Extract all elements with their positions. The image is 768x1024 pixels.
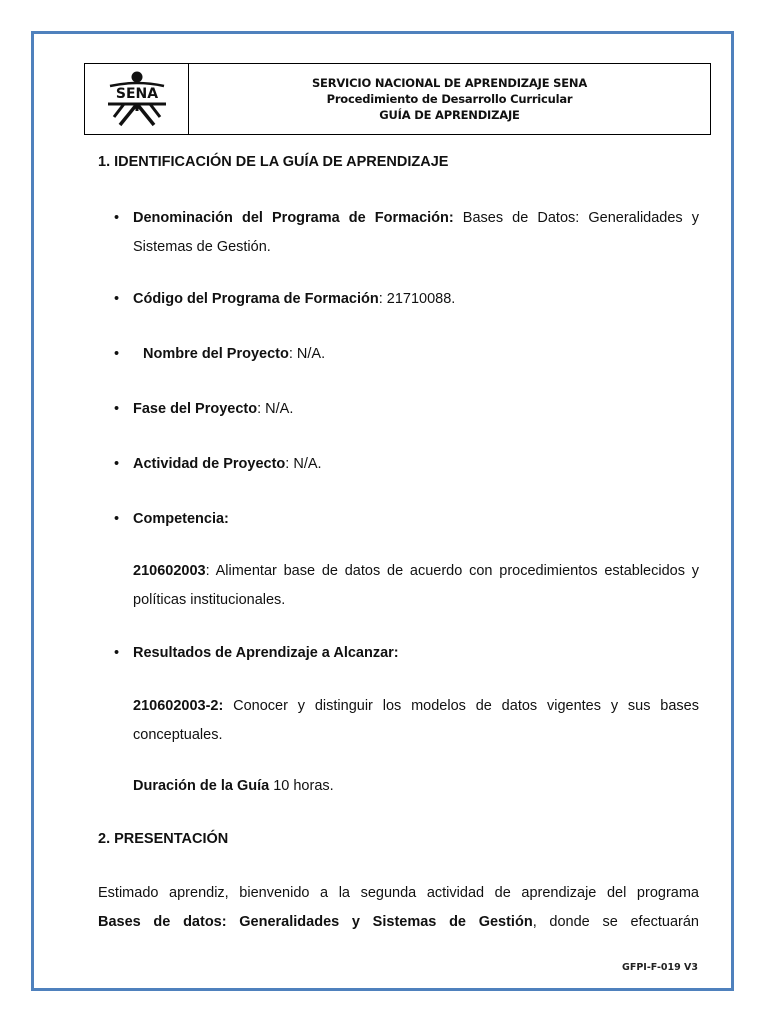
header-title-block bbox=[189, 64, 710, 134]
bullet-actividad-proyecto bbox=[114, 450, 699, 479]
bullet-codigo bbox=[114, 285, 699, 314]
bullet-value: : N/A. bbox=[288, 346, 326, 362]
presentacion-line2-rest: , donde se efectuarán bbox=[532, 914, 699, 930]
bullet-label: Fase del Proyecto bbox=[133, 401, 258, 417]
duracion-guia bbox=[133, 772, 699, 801]
presentacion-line1: Estimado aprendiz, bienvenido a la segunda actividad de aprendizaje del programa bbox=[98, 885, 699, 901]
bullet-dot: • bbox=[114, 210, 120, 226]
resultado-description bbox=[133, 692, 699, 750]
bullet-value: : N/A. bbox=[285, 456, 322, 472]
duracion-label: Duración de la Guía bbox=[133, 778, 270, 794]
sena-logo bbox=[85, 64, 189, 134]
bullet-label: Actividad de Proyecto bbox=[133, 456, 286, 472]
bullet-dot: • bbox=[114, 511, 120, 527]
competencia-code: 210602003 bbox=[133, 563, 206, 579]
bullet-value: Bases de Datos: Generalidades y Sistemas de Gestión. bbox=[133, 210, 699, 255]
duracion-value: 10 horas. bbox=[269, 778, 334, 794]
bullet-nombre-proyecto bbox=[114, 340, 709, 369]
header-line1: SERVICIO NACIONAL DE APRENDIZAJE SENA bbox=[311, 76, 588, 90]
header-line2: Procedimiento de Desarrollo Curricular bbox=[326, 92, 573, 106]
bullet-dot: • bbox=[114, 645, 120, 661]
resultado-text: Conocer y distinguir los modelos de datos vigentes y sus bases conceptuales. bbox=[133, 698, 699, 743]
program-name: Bases de datos: Generalidades y Sistemas de Gestión bbox=[98, 914, 533, 930]
bullet-fase-proyecto bbox=[114, 395, 699, 424]
bullet-denominacion bbox=[114, 204, 699, 262]
logo-text: SENA bbox=[115, 86, 158, 102]
presentacion-line2 bbox=[98, 908, 699, 937]
competencia-text: : Alimentar base de datos de acuerdo con procedimientos establecidos y políticas institucionales. bbox=[133, 563, 699, 608]
bullet-value: : N/A. bbox=[257, 401, 294, 417]
header-line3: GUÍA DE APRENDIZAJE bbox=[379, 108, 520, 122]
competencia-description bbox=[133, 557, 699, 615]
bullet-label: Código del Programa de Formación bbox=[133, 291, 379, 307]
bullet-dot: • bbox=[114, 456, 120, 472]
section1-heading: 1. IDENTIFICACIÓN DE LA GUÍA DE APRENDIZAJE bbox=[98, 154, 449, 170]
section2-heading: 2. PRESENTACIÓN bbox=[98, 831, 229, 847]
bullet-dot: • bbox=[114, 291, 120, 307]
bullet-label: Denominación del Programa de Formación: bbox=[133, 210, 454, 226]
bullet-value: : 21710088. bbox=[378, 291, 456, 307]
resultado-code: 210602003-2: bbox=[133, 698, 224, 714]
bullet-competencia bbox=[114, 505, 699, 534]
bullet-label: Resultados de Aprendizaje a Alcanzar: bbox=[133, 645, 399, 661]
bullet-dot: • bbox=[114, 401, 120, 417]
bullet-label: Competencia: bbox=[133, 511, 229, 527]
bullet-label: Nombre del Proyecto bbox=[143, 346, 289, 362]
form-code: GFPI-F-019 V3 bbox=[622, 962, 698, 973]
sena-logo-icon bbox=[100, 69, 174, 129]
bullet-dot: • bbox=[114, 346, 120, 362]
bullet-resultados bbox=[114, 639, 699, 668]
document-header bbox=[84, 63, 711, 135]
